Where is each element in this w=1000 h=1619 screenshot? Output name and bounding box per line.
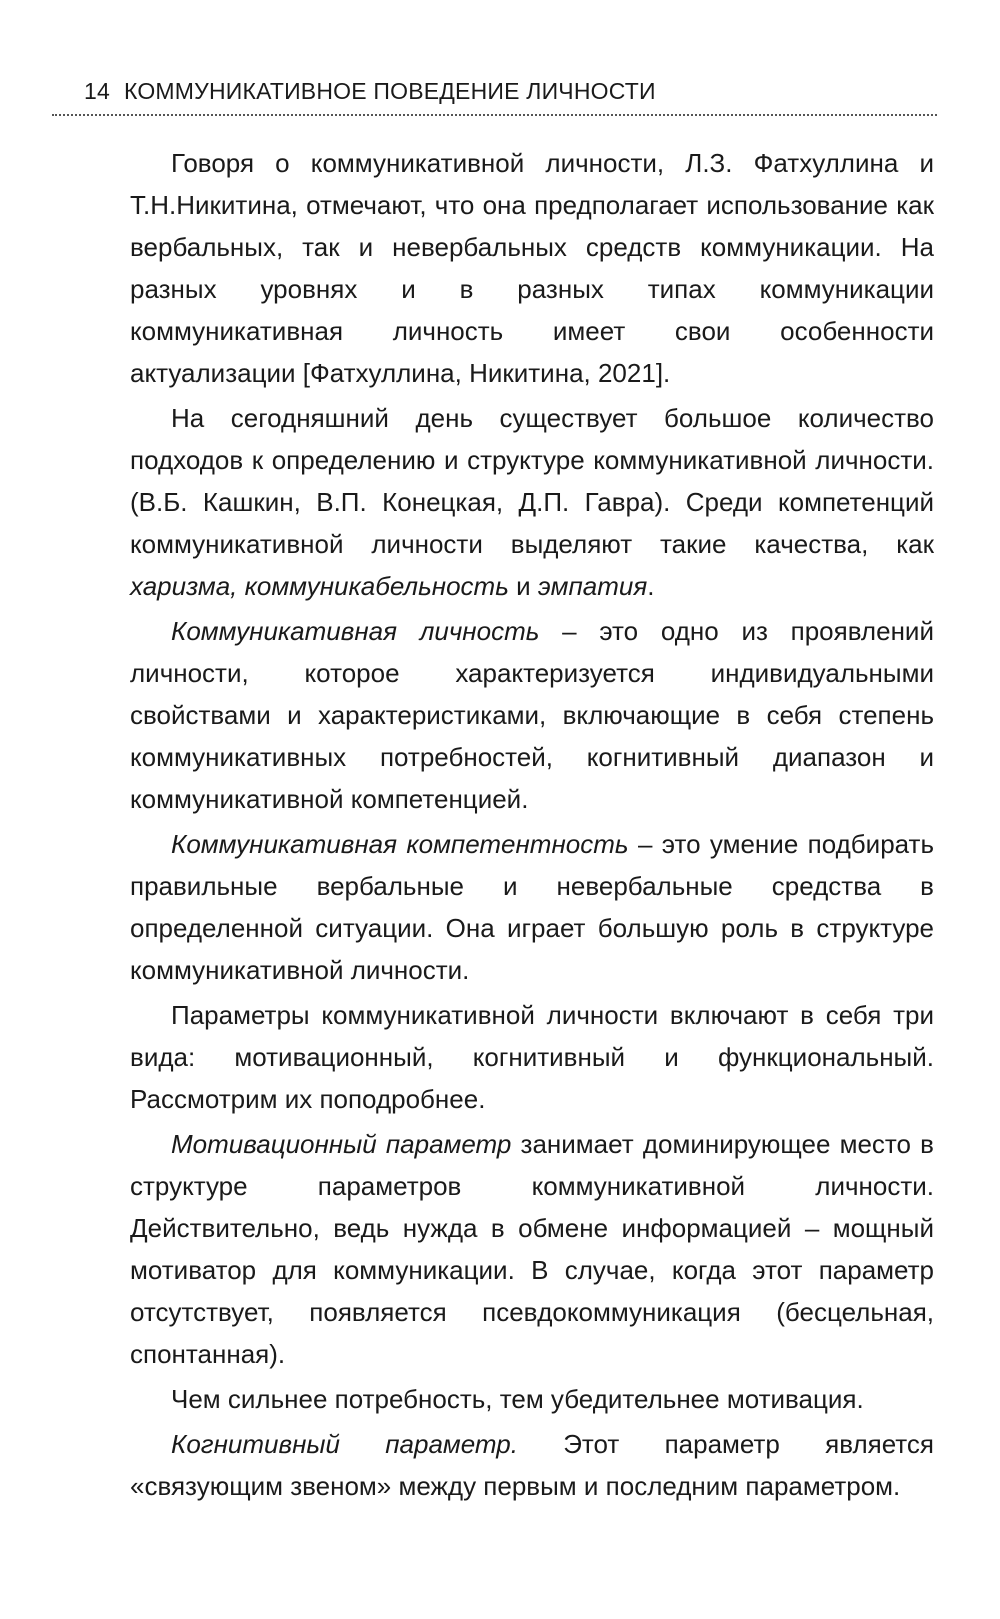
paragraph-4: Коммуникативная компетентность – это умение подбирать правильные вербальные и невербальные средства в определенной ситуации. Она играет большую роль в структуре коммуникативной личности. — [130, 829, 934, 985]
italic-terms: харизма, коммуникабельность — [130, 571, 509, 601]
paragraph-5: Параметры коммуникативной личности включают в себя три вида: мотивационный, когнитивный и функциональный. Рассмотрим их поподробнее. — [130, 1000, 934, 1114]
paragraph-8: Когнитивный параметр. Этот параметр является «связующим звеном» между первым и последним параметром. — [130, 1429, 934, 1501]
term-communicative-competence: Коммуникативная компетентность — [171, 829, 629, 859]
header-divider — [52, 114, 937, 116]
term-communicative-personality: Коммуникативная личность — [171, 616, 540, 646]
italic-term: эмпатия — [537, 571, 648, 601]
page-number: 14 — [84, 78, 110, 104]
term-motivational-parameter: Мотивационный параметр — [171, 1129, 512, 1159]
running-head — [84, 78, 656, 105]
body-text — [130, 142, 934, 1510]
paragraph-6: Мотивационный параметр занимает доминирующее место в структуре параметров коммуникативной личности. Действительно, ведь нужда в обмене информацией – мощный мотиватор для коммуникации. В случае, когда этот параметр отсутствует, появляется псевдокоммуникация (бесцельная, спонтанная). — [130, 1129, 934, 1369]
running-title: КОММУНИКАТИВНОЕ ПОВЕДЕНИЕ ЛИЧНОСТИ — [123, 78, 656, 104]
paragraph-2: На сегодняшний день существует большое количество подходов к определению и структуре коммуникативной личности. (В.Б. Кашкин, В.П. Конецкая, Д.П. Гавра). Среди компетенций коммуникативной личности выделяют такие качества, как харизма, коммуникабельность и эмпатия. — [130, 403, 934, 601]
paragraph-7: Чем сильнее потребность, тем убедительнее мотивация. — [171, 1384, 864, 1414]
term-cognitive-parameter: Когнитивный параметр. — [171, 1429, 518, 1459]
paragraph-1: Говоря о коммуникативной личности, Л.З. Фатхуллина и Т.Н.Никитина, отмечают, что она предполагает использование как вербальных, так и невербальных средств коммуникации. На разных уровнях и в разных типах коммуникации коммуникативная личность имеет свои особенности актуализации [Фатхуллина, Никитина, 2021]. — [130, 148, 934, 388]
paragraph-3: Коммуникативная личность – это одно из проявлений личности, которое характеризуется индивидуальными свойствами и характеристиками, включающие в себя степень коммуникативных потребностей, когнитивный диапазон и коммуникативной компетенцией. — [130, 616, 934, 814]
